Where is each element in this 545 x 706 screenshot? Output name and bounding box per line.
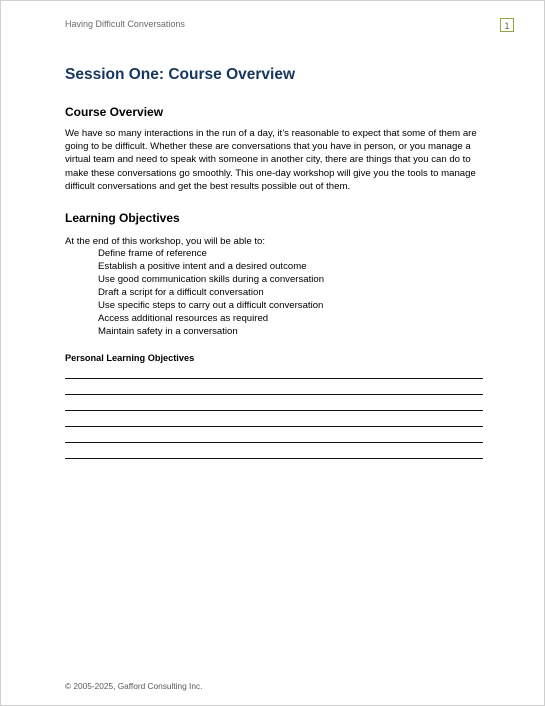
- learning-objectives-intro: At the end of this workshop, you will be able to:: [65, 236, 265, 247]
- objective-item: Draft a script for a difficult conversation: [98, 286, 264, 298]
- objective-item: Access additional resources as required: [98, 312, 269, 324]
- running-header: Having Difficult Conversations: [65, 19, 185, 29]
- objective-item: Use good communication skills during a conversation: [98, 273, 325, 285]
- objective-item: Maintain safety in a conversation: [98, 325, 238, 337]
- page-number-badge: 1: [500, 18, 514, 32]
- learning-objectives-list: [98, 248, 324, 339]
- writing-line[interactable]: [65, 394, 483, 395]
- personal-objectives-heading: Personal Learning Objectives: [65, 353, 195, 363]
- objective-item: Use specific steps to carry out a difficult conversation: [98, 299, 324, 311]
- writing-line[interactable]: [65, 378, 483, 379]
- course-overview-paragraph: We have so many interactions in the run of a day, it’s reasonable to expect that some of them are going to be difficult. Whether these are conversations that you have in person, or you manage a virtual team and need to speak with someone in another city, there are things that you can do to make these conversations go smoothly. This one-day workshop will give you the tools to manage difficult conversations and get the best results possible out of them.: [65, 128, 477, 192]
- course-overview-heading: Course Overview: [65, 105, 164, 119]
- objective-item: Define frame of reference: [98, 248, 207, 259]
- learning-objectives-heading: Learning Objectives: [65, 211, 180, 225]
- writing-line[interactable]: [65, 410, 483, 411]
- footer-copyright: © 2005-2025, Gafford Consulting Inc.: [65, 681, 203, 691]
- writing-line[interactable]: [65, 426, 483, 427]
- writing-line[interactable]: [65, 442, 483, 443]
- session-title: Session One: Course Overview: [65, 66, 296, 83]
- writing-line[interactable]: [65, 458, 483, 459]
- objective-item: Establish a positive intent and a desired outcome: [98, 260, 307, 272]
